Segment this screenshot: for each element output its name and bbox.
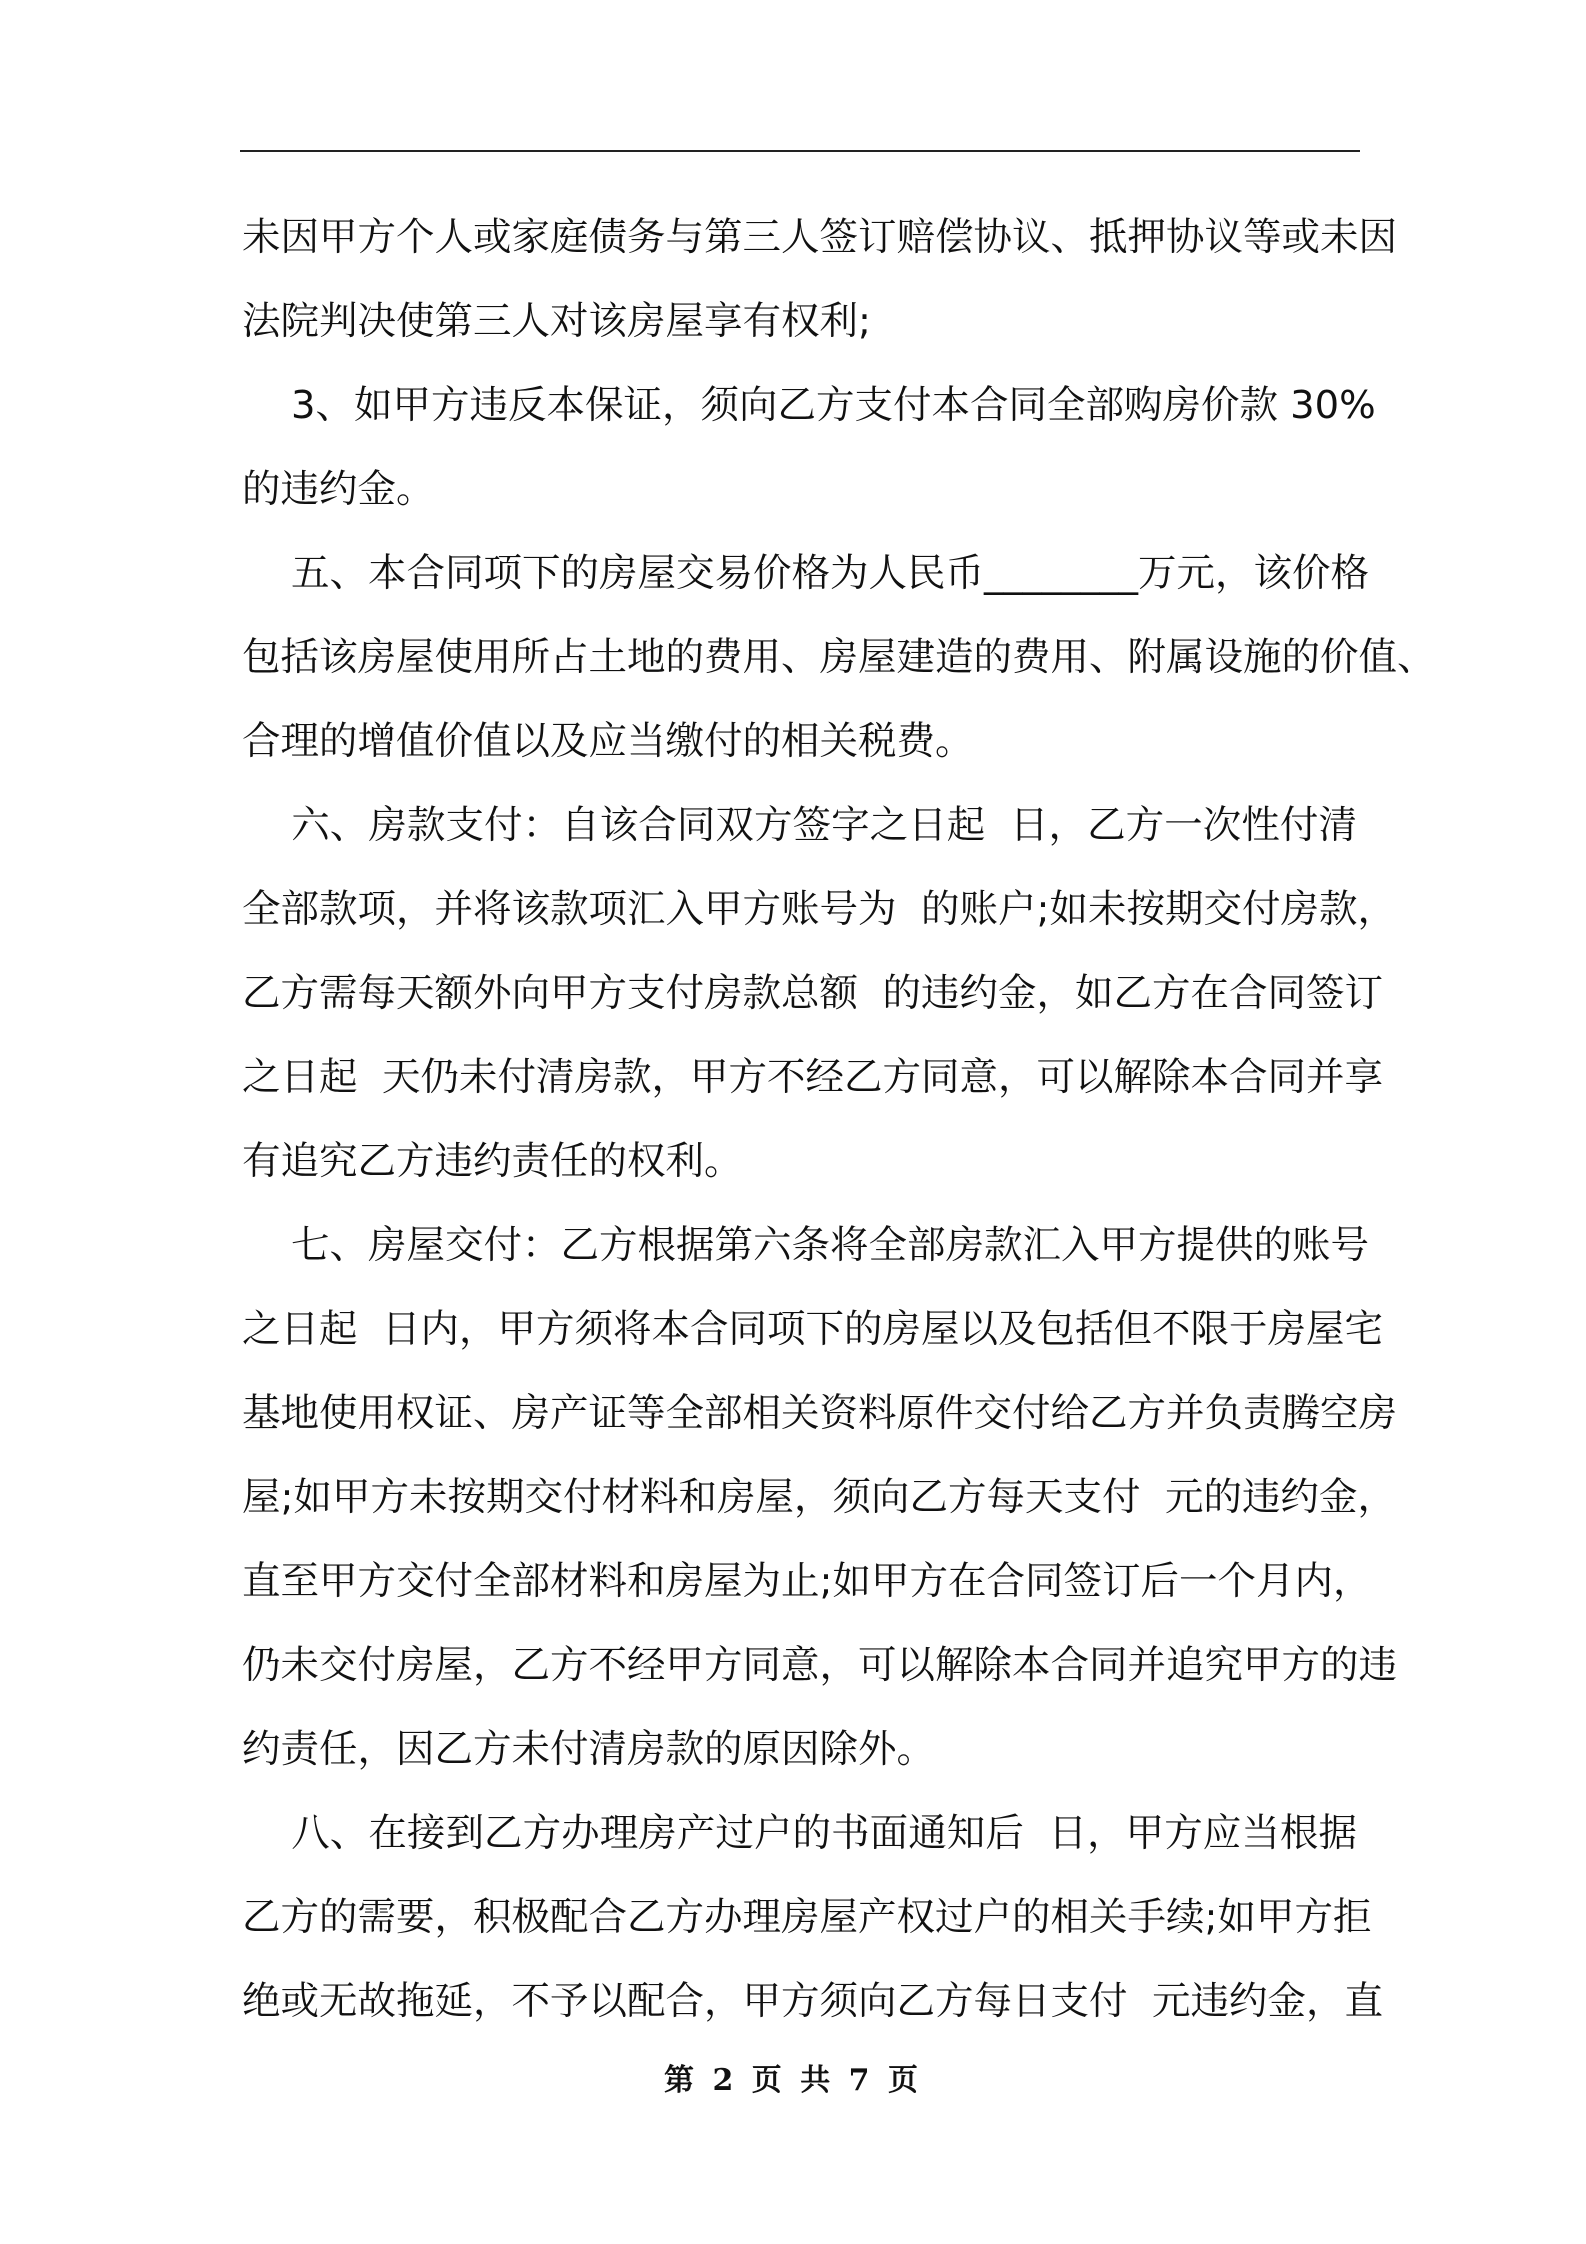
text-line: 合理的增值价值以及应当缴付的相关税费。 <box>242 719 974 764</box>
text-line: 之日起 日内，甲方须将本合同项下的房屋以及包括但不限于房屋宅 <box>242 1307 1383 1352</box>
text-line: 仍未交付房屋，乙方不经甲方同意，可以解除本合同并追究甲方的违 <box>242 1643 1398 1688</box>
header-rule <box>240 150 1360 152</box>
text-line: 有追究乙方违约责任的权利。 <box>242 1139 743 1184</box>
text-line: 基地使用权证、房产证等全部相关资料原件交付给乙方并负责腾空房 <box>242 1391 1398 1436</box>
text-line: 包括该房屋使用所占土地的费用、房屋建造的费用、附属设施的价值、 <box>242 635 1436 680</box>
text-line: 绝或无故拖延，不予以配合，甲方须向乙方每日支付 元违约金，直 <box>242 1979 1383 2024</box>
text-line: 法院判决使第三人对该房屋享有权利; <box>242 299 871 344</box>
text-line: 约责任，因乙方未付清房款的原因除外。 <box>242 1727 936 1772</box>
text-line: 六、房款支付：自该合同双方签字之日起 日，乙方一次性付清 <box>242 803 1357 848</box>
text-line: 七、房屋交付：乙方根据第六条将全部房款汇入甲方提供的账号 <box>242 1223 1369 1268</box>
page-footer <box>0 2055 1586 2099</box>
text-line: 全部款项，并将该款项汇入甲方账号为 的账户;如未按期交付房款， <box>242 887 1396 932</box>
text-line: 乙方需每天额外向甲方支付房款总额 的违约金，如乙方在合同签订 <box>242 971 1383 1016</box>
text-line: 五、本合同项下的房屋交易价格为人民币________万元，该价格 <box>242 551 1369 596</box>
text-line: 乙方的需要，积极配合乙方办理房屋产权过户的相关手续;如甲方拒 <box>242 1895 1372 1940</box>
text-line: 八、在接到乙方办理房产过户的书面通知后 日，甲方应当根据 <box>242 1811 1357 1856</box>
text-line: 直至甲方交付全部材料和房屋为止;如甲方在合同签订后一个月内， <box>242 1559 1372 1604</box>
text-line: 3、如甲方违反本保证，须向乙方支付本合同全部购房价款 30% <box>242 383 1376 428</box>
text-line: 屋;如甲方未按期交付材料和房屋，须向乙方每天支付 元的违约金， <box>242 1475 1396 1520</box>
contract-body-text <box>242 210 1436 2058</box>
text-line: 之日起 天仍未付清房款，甲方不经乙方同意，可以解除本合同并享 <box>242 1055 1383 1100</box>
text-line: 未因甲方个人或家庭债务与第三人签订赔偿协议、抵押协议等或未因 <box>242 215 1398 260</box>
text-line: 的违约金。 <box>242 467 435 512</box>
page-number: 第 2 页 共 7 页 <box>664 2063 922 2098</box>
